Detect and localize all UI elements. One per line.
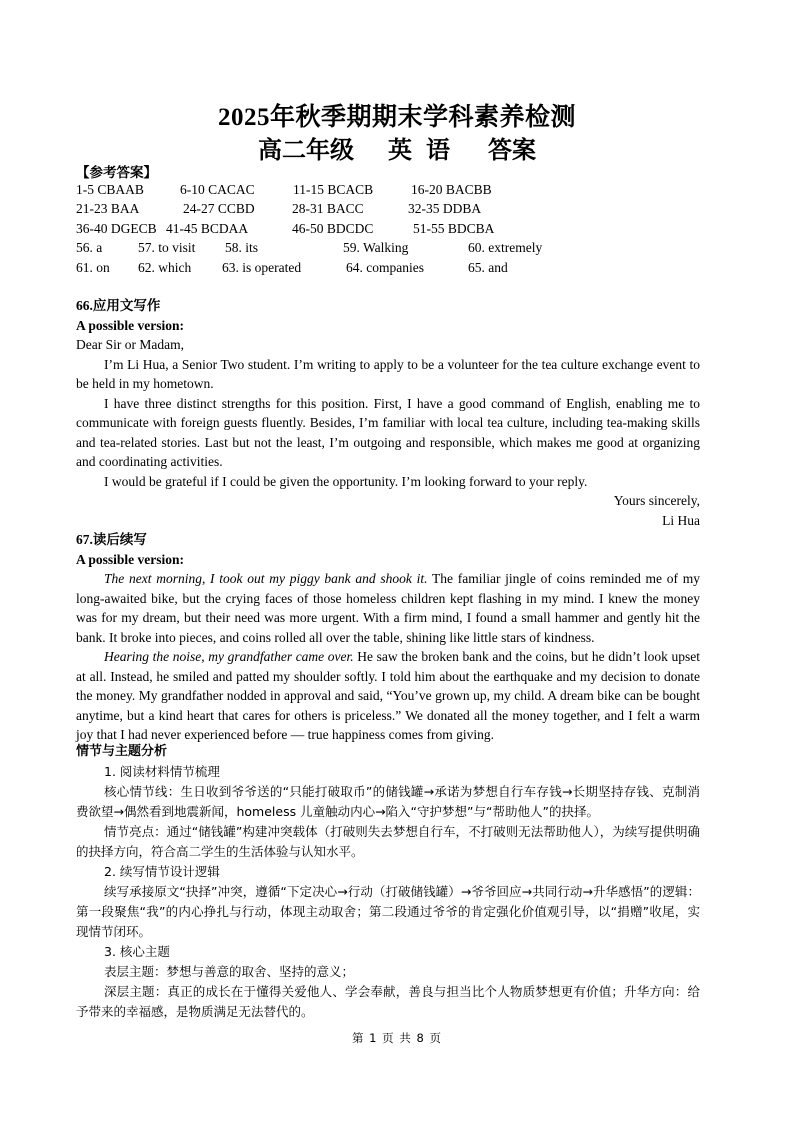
analysis-subheading: 2. 续写情节设计逻辑 — [104, 864, 220, 879]
page-number-footer: 第 1 页 共 8 页 — [352, 1031, 442, 1045]
analysis-heading: 情节与主题分析 — [76, 744, 168, 759]
analysis-text: 情节亮点：通过“储钱罐”构建冲突载体（打破则失去梦想自行车，不打破则无法帮助他人），为续写提供明确的抉择方向，符合高二学生的生活体验与认知水平。 — [76, 824, 700, 859]
page-subtitle — [0, 130, 794, 165]
q66-closing: Yours sincerely, — [613, 493, 700, 508]
analysis-text: 深层主题：真正的成长在于懂得关爱他人、学会奉献，善良与担当比个人物质梦想更有价值；升华方向：给予带来的幸福感，是物质满足无法替代的。 — [76, 984, 700, 1019]
answer-row-4 — [76, 240, 736, 260]
answer-cell: 65. and — [468, 260, 508, 275]
answer-row-5 — [76, 260, 736, 280]
analysis-section — [76, 742, 700, 1022]
q66-paragraph: I have three distinct strengths for this position. First, I have a good command of English, enabling me to communicate with foreign guests fluently. Besides, I’m familiar with local tea culture, including tea-making skills and tea-related stories. Last but not the least, I’m outgoing and responsible, which makes me good at organizing and coordinating activities. — [76, 395, 700, 469]
answer-cell: 46-50 BDCDC — [292, 221, 374, 236]
answer-cell: 56. a — [76, 240, 103, 255]
answer-cell: 6-10 CACAC — [180, 182, 255, 197]
q66-paragraph: I would be grateful if I could be given the opportunity. I’m looking forward to your reply. — [104, 473, 588, 489]
answer-row-3 — [76, 221, 736, 241]
q66-section — [76, 296, 700, 530]
answer-row-1 — [76, 182, 736, 202]
q67-paragraph-1 — [76, 569, 700, 647]
answer-cell: 21-23 BAA — [76, 201, 140, 216]
kind-label: 答案 — [488, 138, 536, 164]
answer-cell: 62. which — [138, 260, 192, 275]
analysis-subheading: 3. 核心主题 — [104, 944, 170, 959]
analysis-text: 续写承接原文“抉择”冲突，遵循“下定决心→行动（打破储钱罐）→爷爷回应→共同行动→升华感悟”的逻辑：第一段聚焦“我”的内心挣扎与行动，体现主动取舍；第二段通过爷爷的肯定强化价值观引导，以“捐赠”收尾，实现情节闭环。 — [76, 884, 700, 939]
answer-cell: 28-31 BACC — [292, 201, 364, 216]
q66-signature: Li Hua — [662, 512, 700, 528]
answer-row-2 — [76, 201, 736, 221]
answer-cell: 16-20 BACBB — [411, 182, 492, 197]
answer-cell: 57. to visit — [138, 240, 196, 255]
q66-salutation: Dear Sir or Madam, — [76, 337, 184, 352]
answer-cell: 41-45 BCDAA — [166, 221, 249, 236]
analysis-text: 表层主题：梦想与善意的取舍、坚持的意义； — [104, 964, 355, 979]
answer-cell: 11-15 BCACB — [293, 182, 374, 197]
answer-cell: 63. is operated — [222, 260, 302, 275]
page-title: 2025年秋季期期末学科素养检测 — [217, 104, 576, 131]
q67-possible-label: A possible version: — [76, 551, 185, 567]
q67-section — [76, 530, 700, 745]
answer-cell: 51-55 BDCBA — [413, 221, 495, 236]
answer-cell: 61. on — [76, 260, 110, 275]
q66-heading: 66.应用文写作 — [76, 298, 161, 313]
q67-p2-body: He saw the broken bank and the coins, but he didn’t look upset at all. Instead, he smiled and patted my shoulder softly. I told him about the earthquake and my decision to donate the money. My grandfather nodded in approval and said, “You’ve grown up, my child. A dream bike can be bought anytime, but a kind heart that cares for others is priceless.” We donated all the money together, and I felt a warm joy that I had never experienced before — true happiness comes from giving. — [76, 649, 701, 742]
analysis-text: 核心情节线：生日收到爷爷送的“只能打破取币”的储钱罐→承诺为梦想自行车存钱→长期坚持存钱、克制消费欲望→偶然看到地震新闻，homeless 儿童触动内心→陷入“守护梦想”与“帮助他人”的抉择。 — [76, 784, 700, 819]
answer-cell: 36-40 DGECB — [76, 221, 157, 236]
subject-label: 英 语 — [388, 138, 454, 164]
q66-paragraph: I’m Li Hua, a Senior Two student. I’m writing to apply to be a volunteer for the tea culture exchange event to be held in my hometown. — [76, 356, 700, 391]
reference-answers-label: 【参考答案】 — [76, 165, 157, 180]
q67-p1-body: The familiar jingle of coins reminded me of my long-awaited bike, but the crying faces of those homeless children kept flashing in my mind. I knew the money was for my dream, but their need was more urgent. With a firm mind, I found a small hammer and gently hit the bank. It broke into pieces, and coins rolled all over the table, shining like little stars of kindness. — [76, 571, 701, 645]
answer-cell: 1-5 CBAAB — [76, 182, 144, 197]
answer-cell: 60. extremely — [468, 240, 543, 255]
q67-heading: 67.读后续写 — [76, 532, 147, 547]
answer-cell: 58. its — [225, 240, 259, 255]
answer-cell: 59. Walking — [343, 240, 409, 255]
q67-p2-opening: Hearing the noise, my grandfather came over. — [104, 649, 354, 664]
answer-cell: 24-27 CCBD — [183, 201, 255, 216]
q66-possible-label: A possible version: — [76, 317, 185, 333]
answer-cell: 64. companies — [346, 260, 424, 275]
answer-cell: 32-35 DDBA — [408, 201, 482, 216]
q67-p1-opening: The next morning, I took out my piggy bank and shook it. — [104, 571, 428, 586]
grade-label: 高二年级 — [258, 138, 354, 164]
analysis-subheading: 1. 阅读材料情节梳理 — [104, 764, 220, 779]
q67-paragraph-2 — [76, 647, 700, 745]
